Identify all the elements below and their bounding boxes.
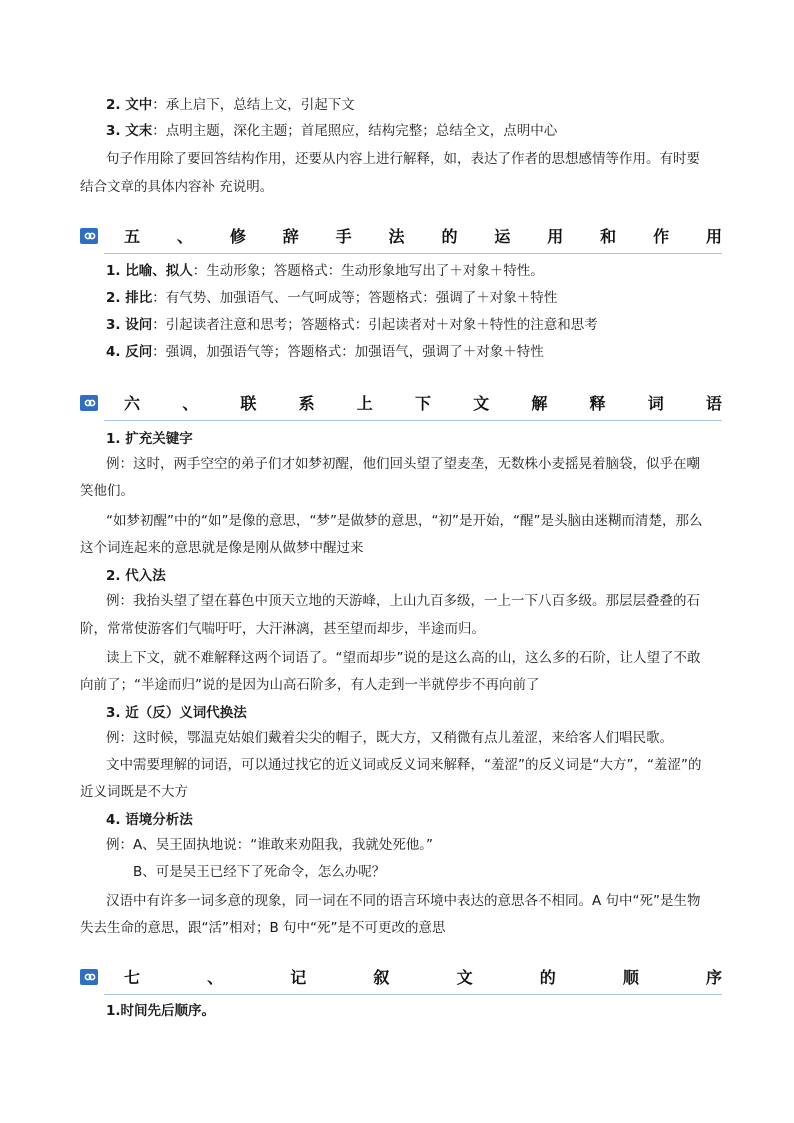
example-line: 笑他们。 xyxy=(80,483,134,499)
title-char: 顺 xyxy=(622,968,639,987)
example-line: B、可是吴王已经下了死命令，怎么办呢？ xyxy=(133,864,386,880)
method-label: 1. 扩充关键字 xyxy=(106,431,193,447)
explanation-line: “如梦初醒”中的“如”是像的意思，“梦”是做梦的意思，“初”是开始，“醒”是头脑由迷糊而清楚，那么 xyxy=(106,513,703,529)
title-char: 释 xyxy=(589,394,606,413)
link-badge-icon xyxy=(80,395,98,411)
title-char: 用 xyxy=(547,227,564,246)
paragraph-line: 结合文章的具体内容补 充说明。 xyxy=(80,179,274,195)
explanation-line: 文中需要理解的词语，可以通过找它的近义词或反义词来解释，“羞涩”的反义词是“大方”，“羞涩”的 xyxy=(106,757,702,773)
explanation-line: 向前了；“半途而归”说的是因为山高石阶多，有人走到一半就停步不再向前了 xyxy=(80,677,540,693)
section-divider xyxy=(104,994,722,995)
example-line: 阶，常常使游客们气喘吁吁，大汗淋漓，甚至望而却步，半途而归。 xyxy=(80,621,485,637)
item-text: ：强调，加强语气等；答题格式：加强语气，强调了＋对象＋特性 xyxy=(152,344,544,360)
title-char: 法 xyxy=(388,227,405,246)
title-char: 用 xyxy=(705,227,722,246)
title-char: 手 xyxy=(335,227,352,246)
title-char: 运 xyxy=(494,227,511,246)
item-label: 3. 文末 xyxy=(106,123,153,139)
title-char: 的 xyxy=(441,227,458,246)
list-item xyxy=(106,260,544,282)
title-char: 和 xyxy=(600,227,617,246)
item-label: 2. 文中 xyxy=(106,97,153,113)
title-char: 文 xyxy=(456,968,473,987)
list-item xyxy=(106,314,598,336)
list-item: 1.时间先后顺序。 xyxy=(106,1003,216,1019)
example-line: 例：这时，两手空空的弟子们才如梦初醒，他们回头望了望麦垄，无数株小麦摇晃着脑袋，似乎在嘲 xyxy=(106,456,700,472)
title-char: 联 xyxy=(240,394,257,413)
title-char: 解 xyxy=(531,394,548,413)
method-label: 3. 近（反）义词代换法 xyxy=(106,705,247,721)
explanation-line: 读上下文，就不难解释这两个词语了。“望而却步”说的是这么高的山，这么多的石阶，让人望了不敢 xyxy=(106,650,701,666)
title-char: 叙 xyxy=(373,968,390,987)
title-char: 词 xyxy=(647,394,664,413)
section-heading-6 xyxy=(80,391,722,425)
section-heading-7 xyxy=(80,965,722,999)
title-char: 五 xyxy=(124,227,141,246)
method-label: 2. 代入法 xyxy=(106,568,166,584)
section-divider xyxy=(104,420,722,421)
item-label: 2. 排比 xyxy=(106,290,153,306)
example-line: 例：A、吴王固执地说：“谁敢来劝阻我，我就处死他。” xyxy=(106,837,433,853)
section-title xyxy=(124,224,722,250)
title-char: 修 xyxy=(229,227,246,246)
explanation-line: 失去生命的意思，跟“活”相对；B 句中“死”是不可更改的意思 xyxy=(80,920,446,936)
list-item xyxy=(106,341,544,363)
section-title xyxy=(124,965,722,991)
title-char: 七 xyxy=(124,968,141,987)
section-heading-5 xyxy=(80,224,722,258)
item-text: ：有气势、加强语气、一气呵成等；答题格式：强调了＋对象＋特性 xyxy=(152,290,558,306)
explanation-line: 汉语中有许多一词多意的现象，同一词在不同的语言环境中表达的意思各不相同。A 句中“死”是生物 xyxy=(106,893,701,909)
section-title xyxy=(124,391,722,417)
item-text: ：生动形象；答题格式：生动形象地写出了＋对象＋特性。 xyxy=(192,263,544,279)
item-text: ：承上启下，总结上文，引起下文 xyxy=(152,97,355,113)
title-char: 作 xyxy=(653,227,670,246)
title-char: 的 xyxy=(539,968,556,987)
title-char: 辞 xyxy=(282,227,299,246)
title-char: 系 xyxy=(298,394,315,413)
example-line: 例：我抬头望了望在暮色中顶天立地的天游峰，上山九百多级，一上一下八百多级。那层层叠叠的石 xyxy=(106,593,700,609)
item-label: 1. 比喻、拟人 xyxy=(106,263,193,279)
item-text: ：点明主题，深化主题；首尾照应，结构完整；总结全文，点明中心 xyxy=(152,123,558,139)
link-badge-icon xyxy=(80,228,98,244)
title-char: 记 xyxy=(290,968,307,987)
title-char: 序 xyxy=(705,968,722,987)
item-label: 4. 反问 xyxy=(106,344,153,360)
explanation-line: 这个词连起来的意思就是像是刚从做梦中醒过来 xyxy=(80,540,364,556)
list-item xyxy=(106,287,557,309)
title-char: 上 xyxy=(356,394,373,413)
title-char: 、 xyxy=(182,394,199,413)
explanation-line: 近义词既是不大方 xyxy=(80,784,188,800)
title-char: 、 xyxy=(176,227,193,246)
title-char: 六 xyxy=(124,394,141,413)
example-line: 例：这时候，鄂温克姑娘们戴着尖尖的帽子，既大方，又稍微有点儿羞涩，来给客人们唱民歌。 xyxy=(106,730,673,746)
section-divider xyxy=(104,253,722,254)
title-char: 下 xyxy=(414,394,431,413)
paragraph-line: 句子作用除了要回答结构作用，还要从内容上进行解释，如，表达了作者的思想感情等作用。有时要 xyxy=(106,151,700,167)
intro-item-2 xyxy=(106,94,355,116)
title-char: 、 xyxy=(207,968,224,987)
item-label: 3. 设问 xyxy=(106,317,153,333)
intro-item-3 xyxy=(106,120,557,142)
link-badge-icon xyxy=(80,969,98,985)
method-label: 4. 语境分析法 xyxy=(106,812,193,828)
title-char: 文 xyxy=(473,394,490,413)
item-text: ：引起读者注意和思考；答题格式：引起读者对＋对象＋特性的注意和思考 xyxy=(152,317,598,333)
title-char: 语 xyxy=(705,394,722,413)
